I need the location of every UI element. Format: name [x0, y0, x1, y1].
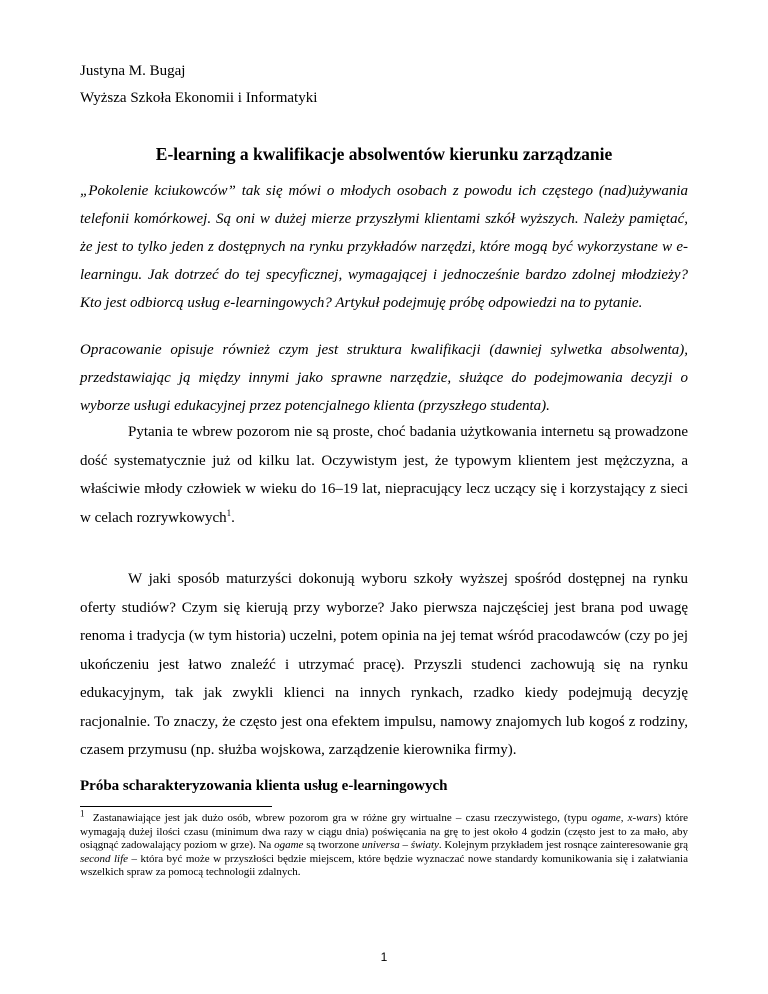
author-name: Justyna M. Bugaj [80, 63, 186, 79]
body-paragraph-1 [80, 418, 688, 532]
body-paragraph-2: W jaki sposób maturzyści dokonują wyboru szkoły wyższej spośród dostępnej na rynku oferty studiów? Czym się kierują przy wyborze? Jako pierwsza najczęściej jest brana pod uwagę renoma i tradycja (w tym historia) uczelni, potem opinia na jej temat wśród pracodawców (czy po jej ukończeniu jest łatwo znaleźć i utrzymać pracę). Przyszli studenci zachowują się na rynku edukacyjnym, tak jak zwykli klienci na innych rynkach, rzadko kiedy podejmują decyzję racjonalnie. To znaczy, że często jest ona efektem impulsu, namowy znajomych lub kogoś z rodziny, czasem przymusu (np. służba wojskowa, zarządzenie kierownika firmy). [80, 571, 688, 758]
footnote-reference: 1 [226, 507, 232, 518]
footnote-italic-3: universa – światy [361, 839, 439, 852]
footnote-text-4: . Kolejnym przykładem jest rosnące zainteresowanie grą [438, 839, 688, 852]
paper-title: E-learning a kwalifikacje absolwentów kierunku zarządzanie [155, 144, 613, 164]
abstract-paragraph-1: „Pokolenie kciukowców” tak się mówi o młodych osobach z powodu ich częstego (nad)używania telefonii komórkowej. Są oni w dużej mierze przyszłymi klientami szkół wyższych. Należy pamiętać, że jest to tylko jeden z dostępnych na rynku przykładów narzędzi, które mogą być wykorzystane w e-learningu. Jak dotrzeć do tej specyficznej, wymagającej i jednocześnie bardzo zdolnej młodzieży? Kto jest odbiorcą usług e-learningowych? Artykuł podejmuję próbę odpowiedzi na to pytanie. [80, 183, 688, 311]
footnote-separator [80, 806, 272, 807]
body-paragraph-1-end: . [231, 509, 235, 526]
abstract-paragraph-2: Opracowanie opisuje również czym jest struktura kwalifikacji (dawniej sylwetka absolwenta), przedstawiając ją między innymi jako sprawne narzędzie, służące do podejmowania decyzji o wyborze usługi edukacyjnej przez potencjalnego klienta (przyszłego studenta). [80, 342, 688, 414]
footnote-italic-4: second life [80, 852, 129, 865]
footnote-text-1: Zastanawiające jest jak dużo osób, wbrew pozorom gra w różne gry wirtualne – czasu rzeczywistego, (typu [92, 812, 592, 824]
section-heading: Próba scharakteryzowania klienta usług e-learningowych [80, 778, 448, 794]
author-affiliation: Wyższa Szkoła Ekonomii i Informatyki [80, 90, 318, 106]
footnote-1 [80, 808, 688, 880]
page-number: 1 [380, 950, 388, 964]
footnote-text-3: są tworzone [303, 839, 362, 852]
footnote-italic-1: ogame, x-wars [591, 812, 658, 824]
footnote-text-2: ) które wymagają dużej ilości czasu (minimum dwa razy w ciągu dnia) poświęcania na grę to jest około 4 godzin (często jest to za mało, aby osiągnąć zadowalający poziom w grze). Na [80, 812, 688, 852]
body-paragraph-1-text: Pytania te wbrew pozorom nie są proste, choć badania użytkowania internetu są prowadzone dość systematycznie już od kilku lat. Oczywistym jest, że typowym klientem jest mężczyzna, a właściwie młody człowiek w wieku do 16–19 lat, niepracujący lecz uczący się i korzystający z sieci w celach rozrywkowych [80, 424, 688, 526]
footnote-italic-2: ogame [274, 839, 304, 852]
footnote-number: 1 [80, 808, 85, 819]
footnote-text-5: – która być może w przyszłości będzie miejscem, które będzie wyznaczać nowe standardy komunikowania się i załatwiania wszelkich spraw za pomocą technologii zdalnych. [80, 852, 688, 879]
